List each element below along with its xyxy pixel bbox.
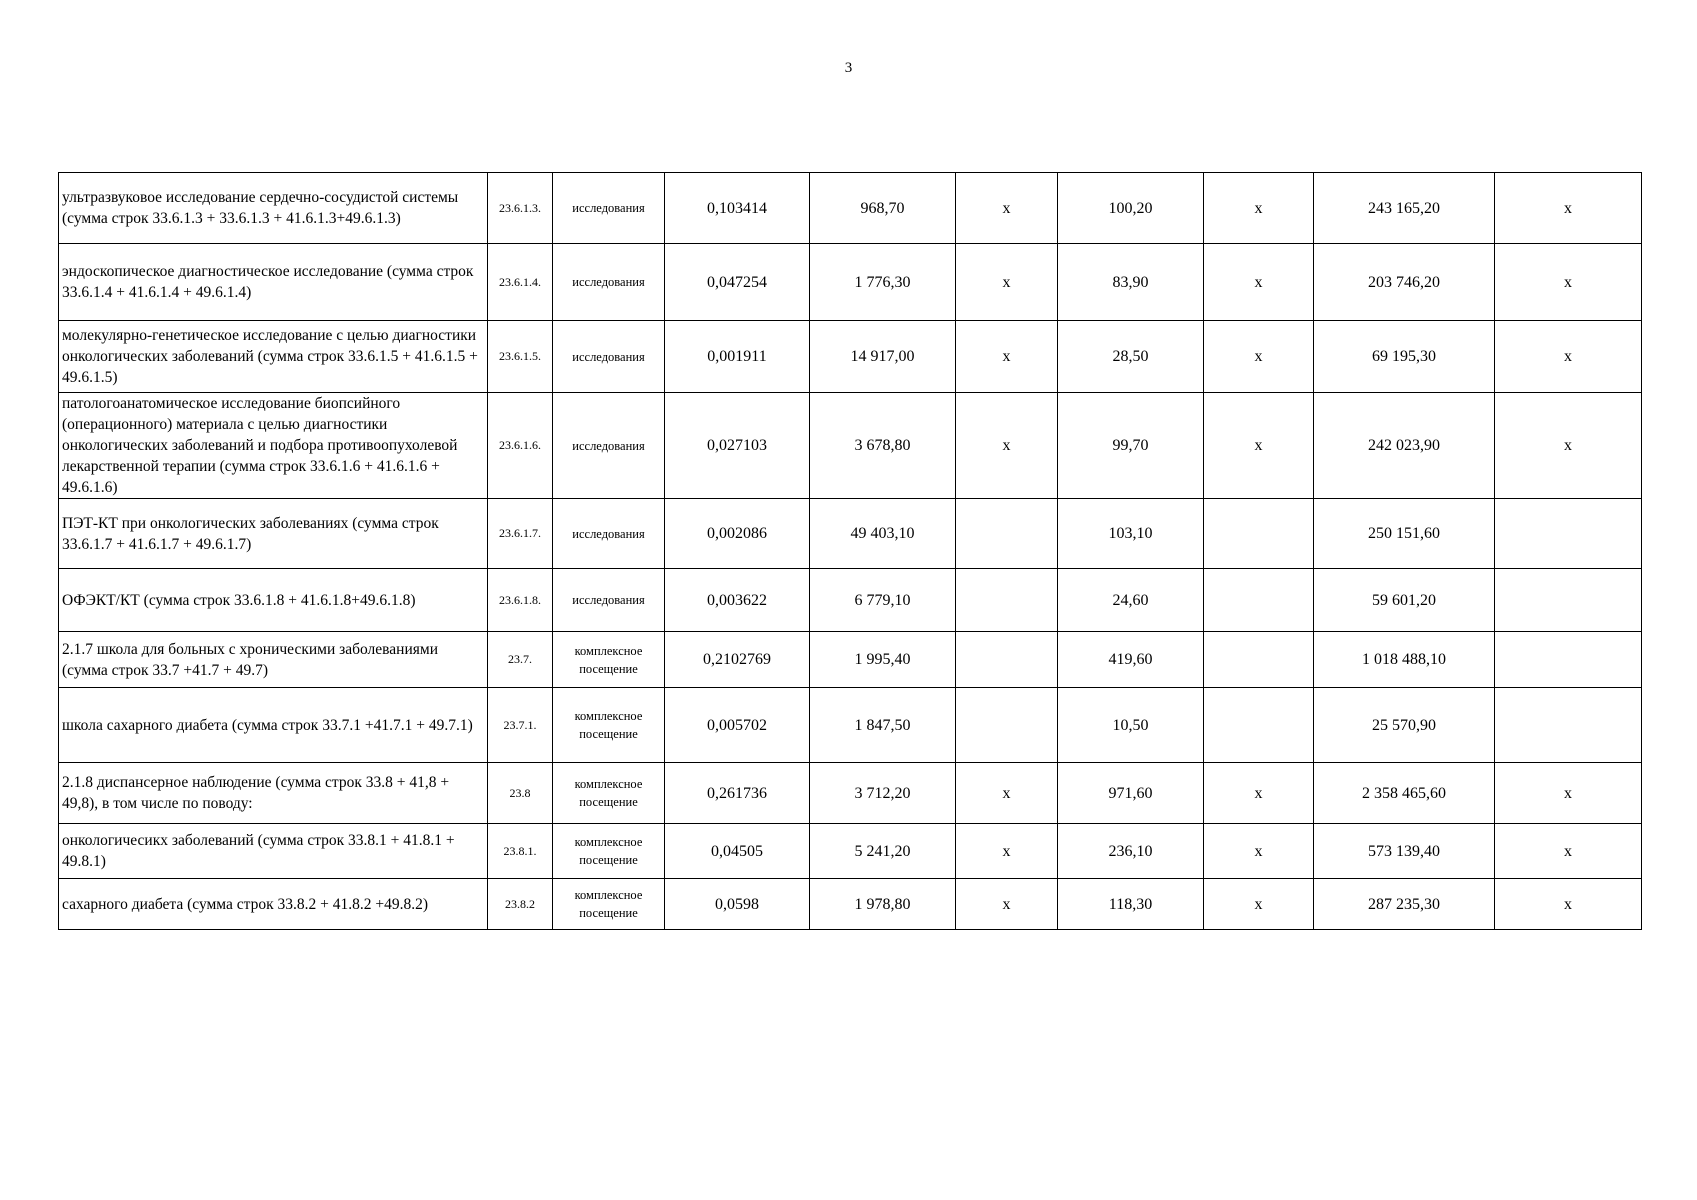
cell-col9: 2 358 465,60 [1314, 763, 1495, 824]
cell-col6 [956, 632, 1058, 688]
cell-col9: 1 018 488,10 [1314, 632, 1495, 688]
row-code: 23.6.1.3. [488, 173, 553, 244]
cell-col8: х [1204, 321, 1314, 393]
row-description: ОФЭКТ/КТ (сумма строк 33.6.1.8 + 41.6.1.8+49.6.1.8) [59, 569, 488, 632]
table-row [59, 569, 1642, 632]
table-row [59, 244, 1642, 321]
table-row [59, 321, 1642, 393]
row-unit: исследования [553, 173, 665, 244]
cell-col6 [956, 499, 1058, 569]
row-description: школа сахарного диабета (сумма строк 33.7.1 +41.7.1 + 49.7.1) [59, 688, 488, 763]
row-description: патологоанатомическое исследование биопсийного (операционного) материала с целью диагностики онкологических заболеваний и подбора противоопухолевой лекарственной терапии (сумма строк 33.6.1.6 + 41.6.1.6 + 49.6.1.6) [59, 393, 488, 499]
cell-col5: 3 678,80 [810, 393, 956, 499]
cell-col5: 3 712,20 [810, 763, 956, 824]
cell-col5: 14 917,00 [810, 321, 956, 393]
row-code: 23.8.1. [488, 824, 553, 879]
cell-col8 [1204, 569, 1314, 632]
row-unit: комплексное посещение [553, 824, 665, 879]
cell-col4: 0,04505 [665, 824, 810, 879]
cell-col7: 100,20 [1058, 173, 1204, 244]
row-unit: комплексное посещение [553, 632, 665, 688]
table-row [59, 688, 1642, 763]
row-code: 23.8 [488, 763, 553, 824]
cell-col6 [956, 688, 1058, 763]
table-body [59, 173, 1642, 930]
row-description: 2.1.7 школа для больных с хроническими заболеваниями (сумма строк 33.7 +41.7 + 49.7) [59, 632, 488, 688]
row-unit: комплексное посещение [553, 879, 665, 930]
cell-col5: 1 847,50 [810, 688, 956, 763]
cell-col7: 99,70 [1058, 393, 1204, 499]
data-table [58, 172, 1642, 930]
cell-col8: х [1204, 879, 1314, 930]
cell-col4: 0,047254 [665, 244, 810, 321]
row-code: 23.6.1.6. [488, 393, 553, 499]
row-unit: комплексное посещение [553, 688, 665, 763]
cell-col8: х [1204, 763, 1314, 824]
cell-col6: х [956, 321, 1058, 393]
cell-col5: 5 241,20 [810, 824, 956, 879]
cell-col9: 203 746,20 [1314, 244, 1495, 321]
cell-col7: 83,90 [1058, 244, 1204, 321]
row-description: ПЭТ-КТ при онкологических заболеваниях (сумма строк 33.6.1.7 + 41.6.1.7 + 49.6.1.7) [59, 499, 488, 569]
cell-col7: 10,50 [1058, 688, 1204, 763]
cell-col7: 971,60 [1058, 763, 1204, 824]
row-code: 23.6.1.8. [488, 569, 553, 632]
cell-col6: х [956, 763, 1058, 824]
cell-col8 [1204, 499, 1314, 569]
row-unit: комплексное посещение [553, 763, 665, 824]
cell-col8 [1204, 688, 1314, 763]
cell-col6: х [956, 824, 1058, 879]
table-row [59, 499, 1642, 569]
cell-col9: 250 151,60 [1314, 499, 1495, 569]
cell-col6: х [956, 393, 1058, 499]
row-description: онкологичесикх заболеваний (сумма строк 33.8.1 + 41.8.1 + 49.8.1) [59, 824, 488, 879]
cell-col5: 49 403,10 [810, 499, 956, 569]
cell-col4: 0,2102769 [665, 632, 810, 688]
table-row [59, 393, 1642, 499]
row-code: 23.7.1. [488, 688, 553, 763]
row-description: 2.1.8 диспансерное наблюдение (сумма строк 33.8 + 41,8 + 49,8), в том числе по поводу: [59, 763, 488, 824]
cell-col6 [956, 569, 1058, 632]
row-description: ультразвуковое исследование сердечно-сосудистой системы (сумма строк 33.6.1.3 + 33.6.1.3 + 41.6.1.3+49.6.1.3) [59, 173, 488, 244]
cell-col10: х [1495, 763, 1642, 824]
row-unit: исследования [553, 244, 665, 321]
table-row [59, 763, 1642, 824]
cell-col9: 242 023,90 [1314, 393, 1495, 499]
cell-col7: 28,50 [1058, 321, 1204, 393]
row-unit: исследования [553, 499, 665, 569]
cell-col4: 0,261736 [665, 763, 810, 824]
cell-col7: 103,10 [1058, 499, 1204, 569]
row-description: сахарного диабета (сумма строк 33.8.2 + 41.8.2 +49.8.2) [59, 879, 488, 930]
cell-col7: 419,60 [1058, 632, 1204, 688]
cell-col10 [1495, 569, 1642, 632]
cell-col9: 25 570,90 [1314, 688, 1495, 763]
cell-col7: 118,30 [1058, 879, 1204, 930]
row-code: 23.6.1.5. [488, 321, 553, 393]
row-unit: исследования [553, 393, 665, 499]
table-row [59, 173, 1642, 244]
cell-col4: 0,103414 [665, 173, 810, 244]
cell-col4: 0,005702 [665, 688, 810, 763]
cell-col9: 243 165,20 [1314, 173, 1495, 244]
row-code: 23.8.2 [488, 879, 553, 930]
cell-col5: 6 779,10 [810, 569, 956, 632]
cell-col4: 0,027103 [665, 393, 810, 499]
cell-col4: 0,001911 [665, 321, 810, 393]
cell-col6: х [956, 879, 1058, 930]
cell-col10: х [1495, 879, 1642, 930]
row-code: 23.6.1.7. [488, 499, 553, 569]
cell-col10: х [1495, 173, 1642, 244]
cell-col10 [1495, 632, 1642, 688]
cell-col6: х [956, 173, 1058, 244]
cell-col10: х [1495, 321, 1642, 393]
cell-col10: х [1495, 393, 1642, 499]
row-description: эндоскопическое диагностическое исследование (сумма строк 33.6.1.4 + 41.6.1.4 + 49.6.1.4) [59, 244, 488, 321]
cell-col10 [1495, 499, 1642, 569]
cell-col10 [1495, 688, 1642, 763]
cell-col9: 573 139,40 [1314, 824, 1495, 879]
cell-col8: х [1204, 244, 1314, 321]
table-row [59, 632, 1642, 688]
cell-col5: 1 776,30 [810, 244, 956, 321]
cell-col8 [1204, 632, 1314, 688]
cell-col9: 59 601,20 [1314, 569, 1495, 632]
cell-col5: 1 978,80 [810, 879, 956, 930]
cell-col8: х [1204, 173, 1314, 244]
cell-col9: 287 235,30 [1314, 879, 1495, 930]
cell-col10: х [1495, 244, 1642, 321]
cell-col4: 0,003622 [665, 569, 810, 632]
cell-col6: х [956, 244, 1058, 321]
cell-col5: 968,70 [810, 173, 956, 244]
cell-col9: 69 195,30 [1314, 321, 1495, 393]
row-code: 23.7. [488, 632, 553, 688]
row-description: молекулярно-генетическое исследование с целью диагностики онкологических заболеваний (сумма строк 33.6.1.5 + 41.6.1.5 + 49.6.1.5) [59, 321, 488, 393]
cell-col4: 0,002086 [665, 499, 810, 569]
cell-col4: 0,0598 [665, 879, 810, 930]
cell-col10: х [1495, 824, 1642, 879]
table-row [59, 879, 1642, 930]
table-row [59, 824, 1642, 879]
page-number: 3 [844, 60, 853, 76]
cell-col5: 1 995,40 [810, 632, 956, 688]
cell-col7: 236,10 [1058, 824, 1204, 879]
row-unit: исследования [553, 569, 665, 632]
cell-col8: х [1204, 824, 1314, 879]
cell-col8: х [1204, 393, 1314, 499]
cell-col7: 24,60 [1058, 569, 1204, 632]
row-code: 23.6.1.4. [488, 244, 553, 321]
row-unit: исследования [553, 321, 665, 393]
